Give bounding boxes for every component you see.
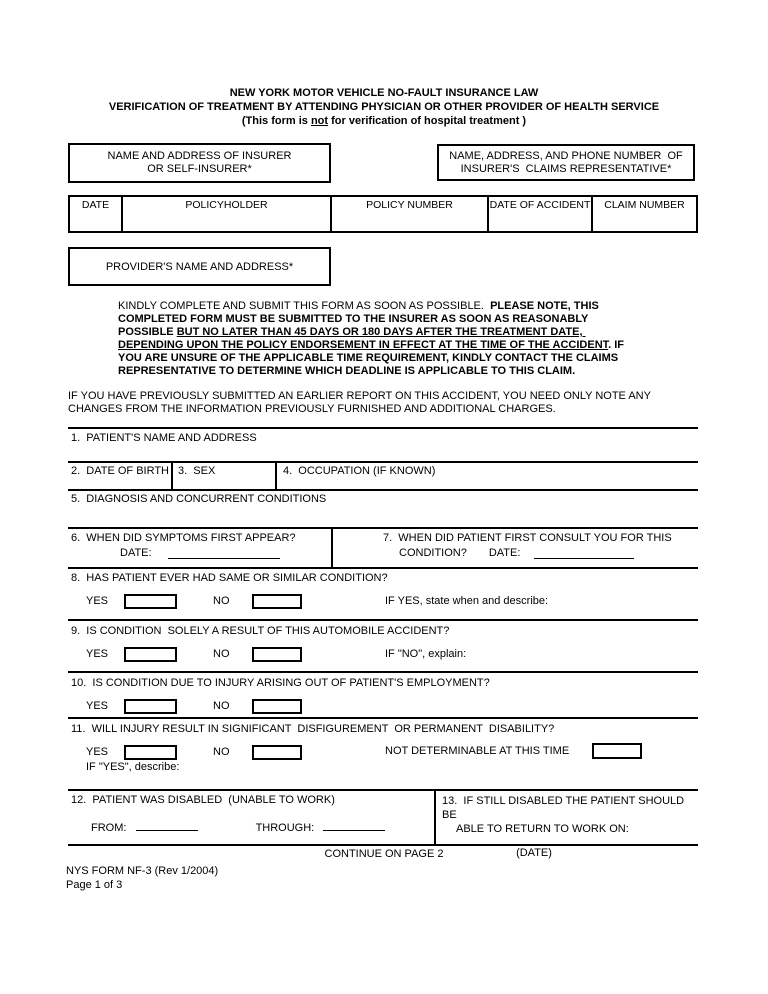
diagnosis-field[interactable]	[68, 491, 698, 527]
claim-number-column-label: CLAIM NUMBER	[604, 199, 685, 211]
footer-block	[66, 864, 218, 892]
q13-label-line2: ABLE TO RETURN TO WORK ON:	[456, 823, 629, 835]
insurer-address-label: NAME AND ADDRESS OF INSURER OR SELF-INSURER*	[107, 150, 295, 175]
patient-disabled-section	[68, 791, 436, 844]
q12-from-label: FROM:	[91, 822, 127, 834]
consult-date-underline[interactable]	[534, 547, 634, 559]
q7-date-label: DATE:	[488, 547, 521, 559]
page-indicator: Page 1 of 3	[66, 879, 123, 891]
symptoms-date-underline[interactable]	[168, 547, 280, 559]
policy-number-field[interactable]	[332, 197, 489, 231]
employment-injury-section	[68, 671, 698, 717]
q8-hint: IF YES, state when and describe:	[385, 595, 549, 607]
q9-yes-checkbox[interactable]	[124, 647, 177, 662]
notice-bold-text-1: PLEASE NOTE, THIS COMPLETED FORM MUST BE SUBMITTED TO THE INSURER AS SOON AS REASONABLY POSSIBLE	[118, 300, 602, 338]
continue-note: CONTINUE ON PAGE 2	[324, 848, 444, 860]
q6-date-label: DATE:	[120, 547, 152, 559]
claims-representative-field[interactable]	[437, 144, 695, 181]
q11-no-label: NO	[213, 746, 230, 758]
automobile-accident-section	[68, 619, 698, 671]
q11-label: 11. WILL INJURY RESULT IN SIGNIFICANT DISFIGUREMENT OR PERMANENT DISABILITY?	[71, 723, 555, 735]
policy-info-table	[68, 195, 698, 233]
row-dob-sex-occupation	[68, 461, 698, 491]
subtitle-post: for verification of hospital treatment )	[328, 115, 527, 127]
q10-label: 10. IS CONDITION DUE TO INJURY ARISING OUT OF PATIENT'S EMPLOYMENT?	[71, 677, 490, 689]
q4-label: 4. OCCUPATION (IF KNOWN)	[283, 465, 436, 477]
q10-yes-label: YES	[86, 700, 109, 712]
q12-label: 12. PATIENT WAS DISABLED (UNABLE TO WORK)	[71, 794, 335, 806]
q11-not-determinable-checkbox[interactable]	[592, 743, 642, 759]
date-of-accident-field[interactable]	[489, 197, 593, 231]
q7-label-line2: CONDITION?	[399, 547, 467, 559]
provider-name-address-label: PROVIDER'S NAME AND ADDRESS*	[105, 260, 294, 273]
q6-label: 6. WHEN DID SYMPTOMS FIRST APPEAR?	[71, 532, 296, 544]
form-number: NYS FORM NF-3 (Rev 1/2004)	[66, 865, 219, 877]
patient-name-address-field[interactable]	[68, 427, 698, 461]
q9-no-label: NO	[213, 648, 230, 660]
q1-label: 1. PATIENT'S NAME AND ADDRESS	[71, 432, 257, 444]
q11-yes-checkbox[interactable]	[124, 745, 177, 760]
date-field[interactable]	[70, 197, 123, 231]
q10-yes-checkbox[interactable]	[124, 699, 177, 714]
return-to-work-section	[436, 791, 698, 859]
policyholder-column-label: POLICYHOLDER	[185, 199, 268, 211]
q11-hint: IF "YES", describe:	[86, 761, 180, 773]
claim-number-field[interactable]	[593, 197, 696, 231]
subtitle-not: not	[310, 115, 329, 127]
q10-no-label: NO	[213, 700, 230, 712]
insurer-address-field[interactable]	[68, 143, 331, 183]
q8-label: 8. HAS PATIENT EVER HAD SAME OR SIMILAR CONDITION?	[71, 572, 388, 584]
q11-no-checkbox[interactable]	[252, 745, 302, 760]
submission-notice	[118, 300, 645, 378]
claims-representative-label: NAME, ADDRESS, AND PHONE NUMBER OF INSURER'S CLAIMS REPRESENTATIVE*	[449, 149, 686, 175]
notice-normal-text: KINDLY COMPLETE AND SUBMIT THIS FORM AS SOON AS POSSIBLE.	[118, 300, 491, 312]
q12-through-label: THROUGH:	[255, 822, 315, 834]
q9-hint: IF "NO", explain:	[385, 648, 467, 660]
occupation-field[interactable]	[277, 463, 698, 489]
q13-date-caption: (DATE)	[516, 847, 552, 859]
first-consult-section	[333, 529, 698, 567]
q8-no-label: NO	[213, 595, 230, 607]
notice-underlined-text: BUT NO LATER THAN 45 DAYS OR 180 DAYS AFTER THE TREATMENT DATE, DEPENDING UPON THE POLICY ENDORSEMENT IN EFFECT AT THE TIME OF THE ACCIDENT	[118, 326, 609, 351]
q11-not-determinable-label: NOT DETERMINABLE AT THIS TIME	[385, 745, 570, 757]
disabled-through-underline[interactable]	[323, 819, 385, 831]
q7-label-line1: 7. WHEN DID PATIENT FIRST CONSULT YOU FOR THIS	[383, 532, 672, 544]
q9-label: 9. IS CONDITION SOLELY A RESULT OF THIS AUTOMOBILE ACCIDENT?	[71, 625, 450, 637]
q13-label-line1: 13. IF STILL DISABLED THE PATIENT SHOULD BE	[442, 795, 688, 821]
q8-yes-label: YES	[86, 595, 109, 607]
policyholder-field[interactable]	[123, 197, 332, 231]
policy-number-column-label: POLICY NUMBER	[366, 199, 453, 211]
q5-label: 5. DIAGNOSIS AND CONCURRENT CONDITIONS	[71, 493, 327, 505]
notice-bold-text-2: . IF YOU ARE UNSURE OF THE APPLICABLE TIME REQUIREMENT, KINDLY CONTACT THE CLAIMS REPRESENTATIVE TO DETERMINE WHICH DEADLINE IS APPLICABLE TO THIS CLAIM.	[118, 339, 627, 377]
q9-yes-label: YES	[86, 648, 109, 660]
form-subtitle	[0, 114, 768, 128]
provider-name-address-field[interactable]	[68, 247, 331, 286]
q2-label: 2. DATE OF BIRTH	[71, 465, 169, 477]
q11-yes-label: YES	[86, 746, 109, 758]
subtitle-pre: (This form is	[241, 115, 311, 127]
same-condition-section	[68, 569, 698, 619]
q9-no-checkbox[interactable]	[252, 647, 302, 662]
form-title-block	[0, 86, 768, 128]
q8-yes-checkbox[interactable]	[124, 594, 177, 609]
permanent-disability-section	[68, 717, 698, 789]
prior-report-note: IF YOU HAVE PREVIOUSLY SUBMITTED AN EARLIER REPORT ON THIS ACCIDENT, YOU NEED ONLY NOTE ANY CHANGES FROM THE INFORMATION PREVIOUSLY FURNISHED AND ADDITIONAL CHARGES.	[68, 390, 654, 415]
row-symptoms-consult	[68, 527, 698, 569]
date-of-birth-field[interactable]	[68, 463, 173, 489]
form-title-line1: NEW YORK MOTOR VEHICLE NO-FAULT INSURANCE LAW	[229, 87, 539, 99]
date-column-label: DATE	[81, 199, 110, 211]
q8-no-checkbox[interactable]	[252, 594, 302, 609]
date-of-accident-column-label: DATE OF ACCIDENT	[489, 199, 591, 211]
q10-no-checkbox[interactable]	[252, 699, 302, 714]
q3-label: 3. SEX	[178, 465, 216, 477]
symptoms-first-appear-section	[68, 529, 333, 567]
disabled-from-underline[interactable]	[136, 819, 198, 831]
sex-field[interactable]	[173, 463, 277, 489]
form-title-line2: VERIFICATION OF TREATMENT BY ATTENDING PHYSICIAN OR OTHER PROVIDER OF HEALTH SERVICE	[108, 101, 660, 113]
